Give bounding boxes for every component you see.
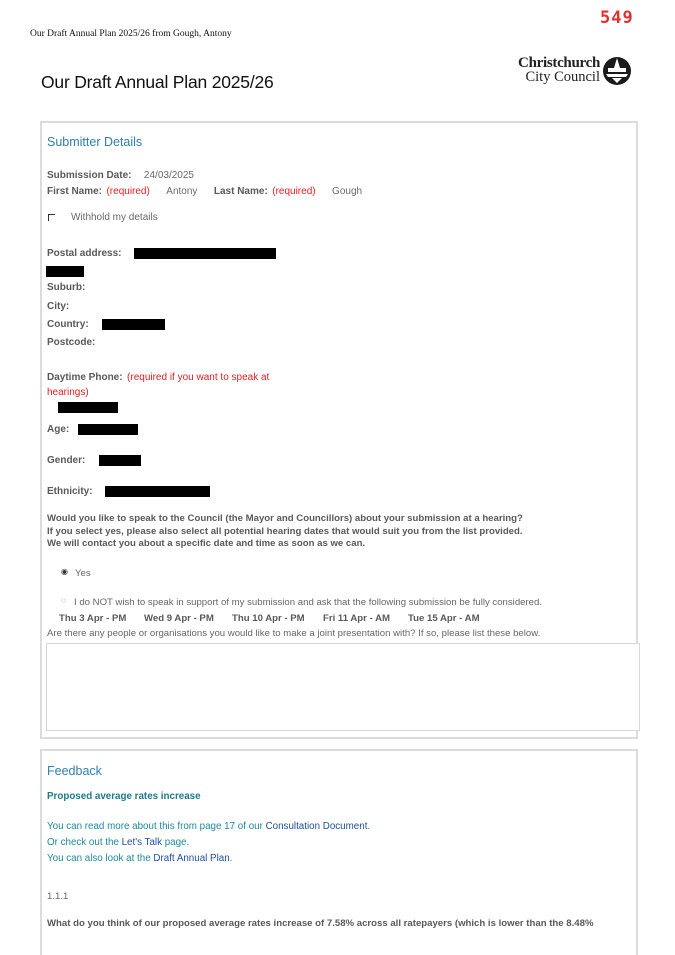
phone-required-note-2: hearings) bbox=[47, 386, 89, 398]
document-header: Our Draft Annual Plan 2025/26 from Gough, Antony bbox=[30, 29, 232, 39]
withhold-label: Withhold my details bbox=[71, 212, 158, 223]
suburb-label: Suburb: bbox=[47, 282, 86, 293]
draft-annual-plan-link[interactable]: Draft Annual Plan bbox=[153, 853, 230, 864]
feedback-line-1 bbox=[47, 821, 370, 832]
redacted-country bbox=[102, 319, 165, 330]
feedback-line-2-end: page. bbox=[161, 837, 190, 848]
logo-line-2: City Council bbox=[525, 69, 600, 85]
feedback-line-3-text: You can also look at the bbox=[47, 853, 154, 864]
age-label: Age: bbox=[47, 424, 70, 435]
postal-address-label: Postal address: bbox=[47, 248, 122, 259]
name-row bbox=[47, 181, 362, 199]
gender-label: Gender: bbox=[47, 455, 86, 466]
council-logo bbox=[510, 56, 634, 90]
redacted-gender bbox=[99, 455, 141, 466]
yes-label: Yes bbox=[75, 568, 91, 579]
city-label: City: bbox=[47, 301, 70, 312]
daytime-phone-label: Daytime Phone: bbox=[47, 372, 123, 383]
joint-presentation-question: Are there any people or organisations you would like to make a joint presentation with? If so, please list these below. bbox=[47, 628, 541, 639]
feedback-line-2-text: Or check out the bbox=[47, 837, 122, 848]
submitter-section-title: Submitter Details bbox=[47, 135, 143, 149]
redacted-postal-address bbox=[134, 248, 276, 259]
hearing-question-line-3: We will contact you about a specific date and time as soon as we can. bbox=[47, 538, 366, 549]
last-name-label: Last Name: bbox=[213, 186, 268, 197]
phone-required-note-1: (required if you want to speak at bbox=[127, 372, 270, 383]
last-name-value: Gough bbox=[332, 186, 363, 197]
hearing-date-2[interactable]: Wed 9 Apr - PM bbox=[144, 613, 214, 624]
rates-increase-question: What do you think of our proposed average rates increase of 7.58% across all ratepayers (which is lower than the 8.48% bbox=[47, 918, 594, 929]
feedback-line-3-end: . bbox=[229, 853, 233, 864]
hearing-date-3[interactable]: Thu 10 Apr - PM bbox=[232, 613, 305, 624]
submission-date-label: Submission Date: bbox=[47, 170, 132, 181]
country-label: Country: bbox=[47, 319, 89, 330]
daytime-phone-label-block bbox=[47, 370, 277, 399]
first-name-required: (required) bbox=[106, 186, 150, 197]
hearing-question-line-2: If you select yes, please also select all potential hearing dates that would suit you from the list provided. bbox=[47, 525, 523, 537]
cathedral-emblem-icon bbox=[602, 56, 632, 86]
no-label: I do NOT wish to speak in support of my submission and ask that the following submission be fully considered. bbox=[74, 597, 543, 608]
feedback-line-1-text: You can read more about this from page 17 of our bbox=[47, 821, 266, 832]
hearing-date-4[interactable]: Fri 11 Apr - AM bbox=[323, 613, 390, 624]
redacted-phone bbox=[58, 402, 118, 413]
feedback-subtitle: Proposed average rates increase bbox=[47, 791, 201, 802]
ethnicity-label: Ethnicity: bbox=[47, 486, 93, 497]
withhold-checkbox[interactable] bbox=[48, 214, 55, 221]
redacted-age bbox=[78, 424, 138, 435]
feedback-line-3 bbox=[47, 853, 232, 864]
redacted-address-line bbox=[46, 266, 84, 277]
last-name-required: (required) bbox=[272, 186, 316, 197]
no-radio[interactable]: ◌ bbox=[61, 596, 66, 605]
hearing-date-5[interactable]: Tue 15 Apr - AM bbox=[408, 613, 480, 624]
postcode-label: Postcode: bbox=[47, 337, 96, 348]
hearing-date-1[interactable]: Thu 3 Apr - PM bbox=[59, 613, 127, 624]
hearing-question bbox=[47, 513, 632, 551]
feedback-line-2 bbox=[47, 837, 189, 848]
lets-talk-link[interactable]: Let's Talk bbox=[121, 837, 162, 848]
page-number: 549 bbox=[600, 8, 634, 28]
hearing-question-line-1: Would you like to speak to the Council (the Mayor and Councillors) about your submission at a hearing? bbox=[47, 513, 523, 524]
redacted-ethnicity bbox=[105, 486, 210, 497]
page-title: Our Draft Annual Plan 2025/26 bbox=[41, 72, 274, 92]
consultation-document-link[interactable]: Consultation Document bbox=[265, 821, 368, 832]
question-number: 1.1.1 bbox=[47, 891, 69, 902]
logo-line-1: Christchurch bbox=[518, 55, 600, 71]
feedback-line-1-end: . bbox=[367, 821, 371, 832]
joint-presentation-textarea[interactable] bbox=[46, 643, 640, 731]
submission-date-value: 24/03/2025 bbox=[143, 170, 194, 181]
first-name-value: Antony bbox=[166, 186, 198, 197]
feedback-section-title: Feedback bbox=[47, 764, 102, 778]
yes-radio[interactable]: ◉ bbox=[61, 567, 68, 576]
first-name-label: First Name: bbox=[47, 186, 103, 197]
